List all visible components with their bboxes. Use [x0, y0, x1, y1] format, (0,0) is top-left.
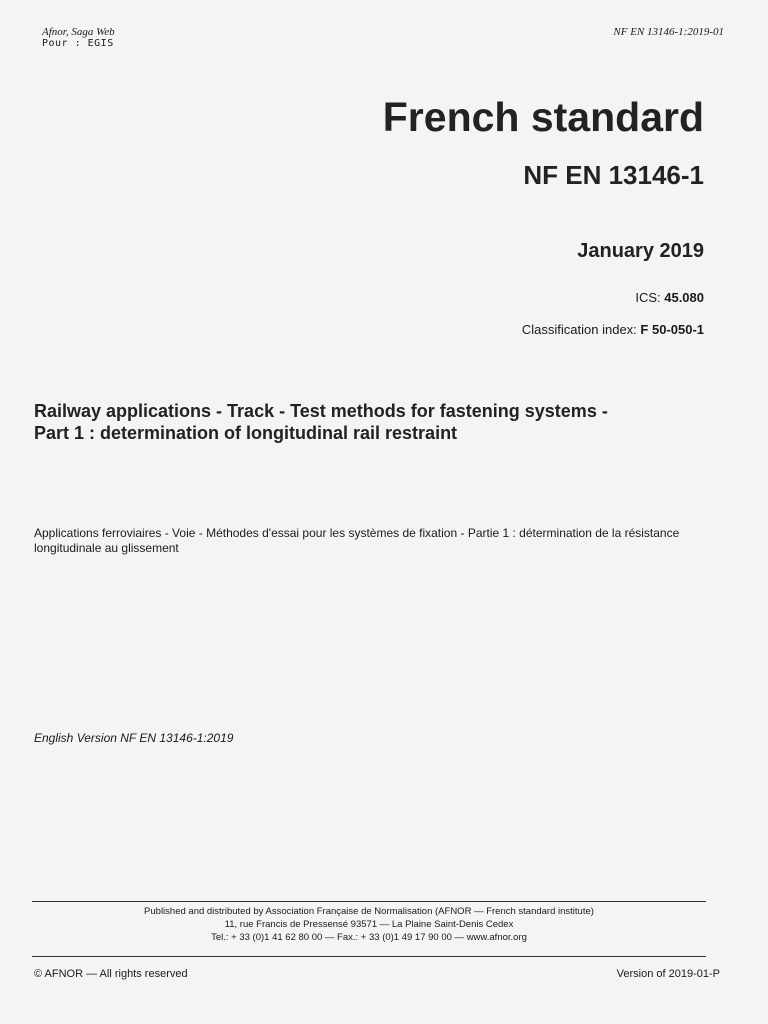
copyright-notice: © AFNOR — All rights reserved [34, 968, 188, 980]
publisher-info [32, 905, 706, 944]
publisher-line-1: Published and distributed by Association Française de Normalisation (AFNOR — French standard institute) [144, 906, 594, 917]
ics-label: ICS: [635, 290, 665, 305]
classification-line [522, 322, 704, 337]
ics-line [635, 290, 704, 305]
publisher-line-2: 11, rue Francis de Pressensé 93571 — La Plaine Saint-Denis Cedex [224, 919, 514, 930]
english-title-line-1: Railway applications - Track - Test methods for fastening systems - [34, 401, 608, 421]
watermark-recipient: Pour : EGIS [42, 38, 114, 49]
header-reference: NF EN 13146-1:2019-01 [613, 26, 724, 38]
watermark-source: Afnor, Saga Web [42, 26, 115, 38]
english-title [34, 400, 714, 444]
document-type-heading: French standard [382, 94, 704, 140]
french-title: Applications ferroviaires - Voie - Méthodes d'essai pour les systèmes de fixation - Partie 1 : détermination de la résistance longitudinale au glissement [34, 526, 680, 555]
english-version-note: English Version NF EN 13146-1:2019 [34, 731, 234, 745]
ics-value: 45.080 [664, 290, 704, 305]
classification-value: F 50-050-1 [640, 322, 704, 337]
publication-date: January 2019 [577, 240, 704, 262]
english-title-line-2: Part 1 : determination of longitudinal rail restraint [34, 423, 458, 443]
version-note: Version of 2019-01-P [616, 968, 720, 980]
standard-number: NF EN 13146-1 [523, 160, 704, 190]
footer-divider-top [32, 901, 706, 902]
classification-label: Classification index: [521, 322, 641, 337]
footer-divider-bottom [32, 956, 706, 957]
publisher-line-3: Tel.: + 33 (0)1 41 62 80 00 — Fax.: + 33 (0)1 49 17 90 00 — www.afnor.org [211, 932, 527, 943]
